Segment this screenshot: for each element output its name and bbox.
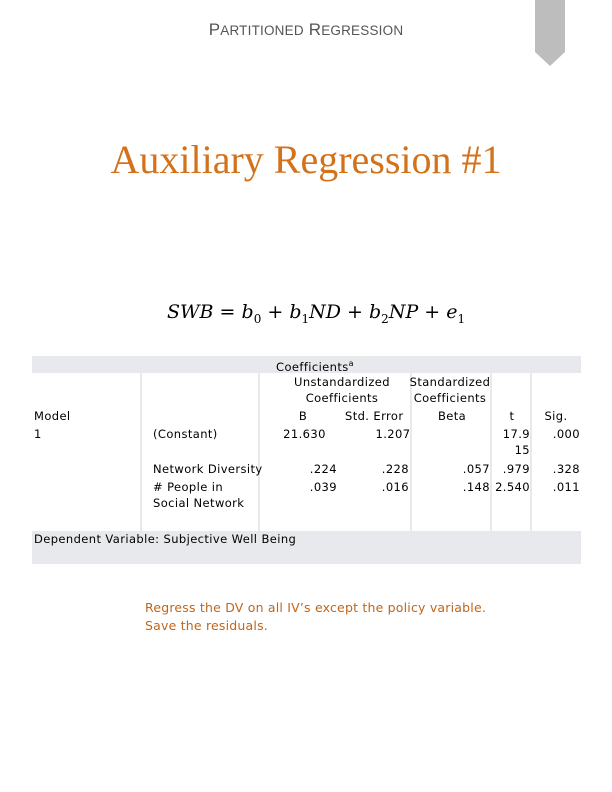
row-constant-t: 17.915: [502, 427, 530, 457]
table-cell-model: [32, 373, 140, 531]
row-nd-t: .979: [502, 462, 530, 476]
table-cell-sig: [532, 373, 581, 531]
row-nd-b: .224: [309, 462, 337, 476]
header-beta: Beta: [437, 409, 467, 423]
row-label-constant: (Constant): [153, 427, 218, 441]
section-header-cap-2: R: [308, 20, 322, 39]
equation-text: SWB = $b_0 + b_1ND + b_2NP + e_1$: [167, 301, 465, 326]
instruction-line-2: Save the residuals.: [145, 618, 268, 633]
slide-title: Auxiliary Regression #1: [110, 137, 502, 182]
header-model: Model: [34, 409, 71, 423]
header-t: t: [509, 409, 515, 423]
table-footnote: Dependent Variable: Subjective Well Being: [34, 532, 297, 546]
section-header-cap-1: P: [208, 20, 221, 39]
row-label-network-diversity: Network Diversity: [153, 462, 263, 476]
coefficients-table: [32, 356, 581, 564]
row-nd-sig: .328: [552, 462, 580, 476]
model-number: 1: [34, 427, 42, 441]
bookmark-ribbon-icon: [535, 0, 565, 66]
row-label-people-in-network: # People in Social Network: [153, 480, 245, 510]
header-sig: Sig.: [544, 409, 568, 423]
row-constant-se: 1.207: [375, 427, 411, 441]
table-caption: Coefficients$^a$: [276, 359, 354, 374]
row-constant-b: 21.630: [283, 427, 326, 441]
header-standardized: Standardized Coefficients: [409, 375, 491, 405]
instruction-note: [145, 599, 525, 635]
regression-equation: [165, 296, 465, 330]
row-np-b: .039: [309, 480, 337, 494]
row-np-t: 2.540: [495, 480, 530, 494]
row-nd-se: .228: [381, 462, 409, 476]
row-constant-sig: .000: [552, 427, 580, 441]
section-header: [0, 20, 612, 40]
header-b: B: [298, 409, 308, 423]
row-nd-beta: .057: [462, 462, 490, 476]
row-np-beta: .148: [462, 480, 490, 494]
header-std-error: Std. Error: [345, 409, 404, 423]
section-header-part-1: ARTITIONED: [220, 23, 304, 38]
instruction-line-1: Regress the DV on all IV’s except the policy variable.: [145, 600, 487, 615]
row-np-se: .016: [381, 480, 409, 494]
header-unstandardized: Unstandardized Coefficients: [294, 375, 390, 405]
row-np-sig: .011: [552, 480, 580, 494]
section-header-part-2: EGRESSION: [321, 23, 404, 38]
